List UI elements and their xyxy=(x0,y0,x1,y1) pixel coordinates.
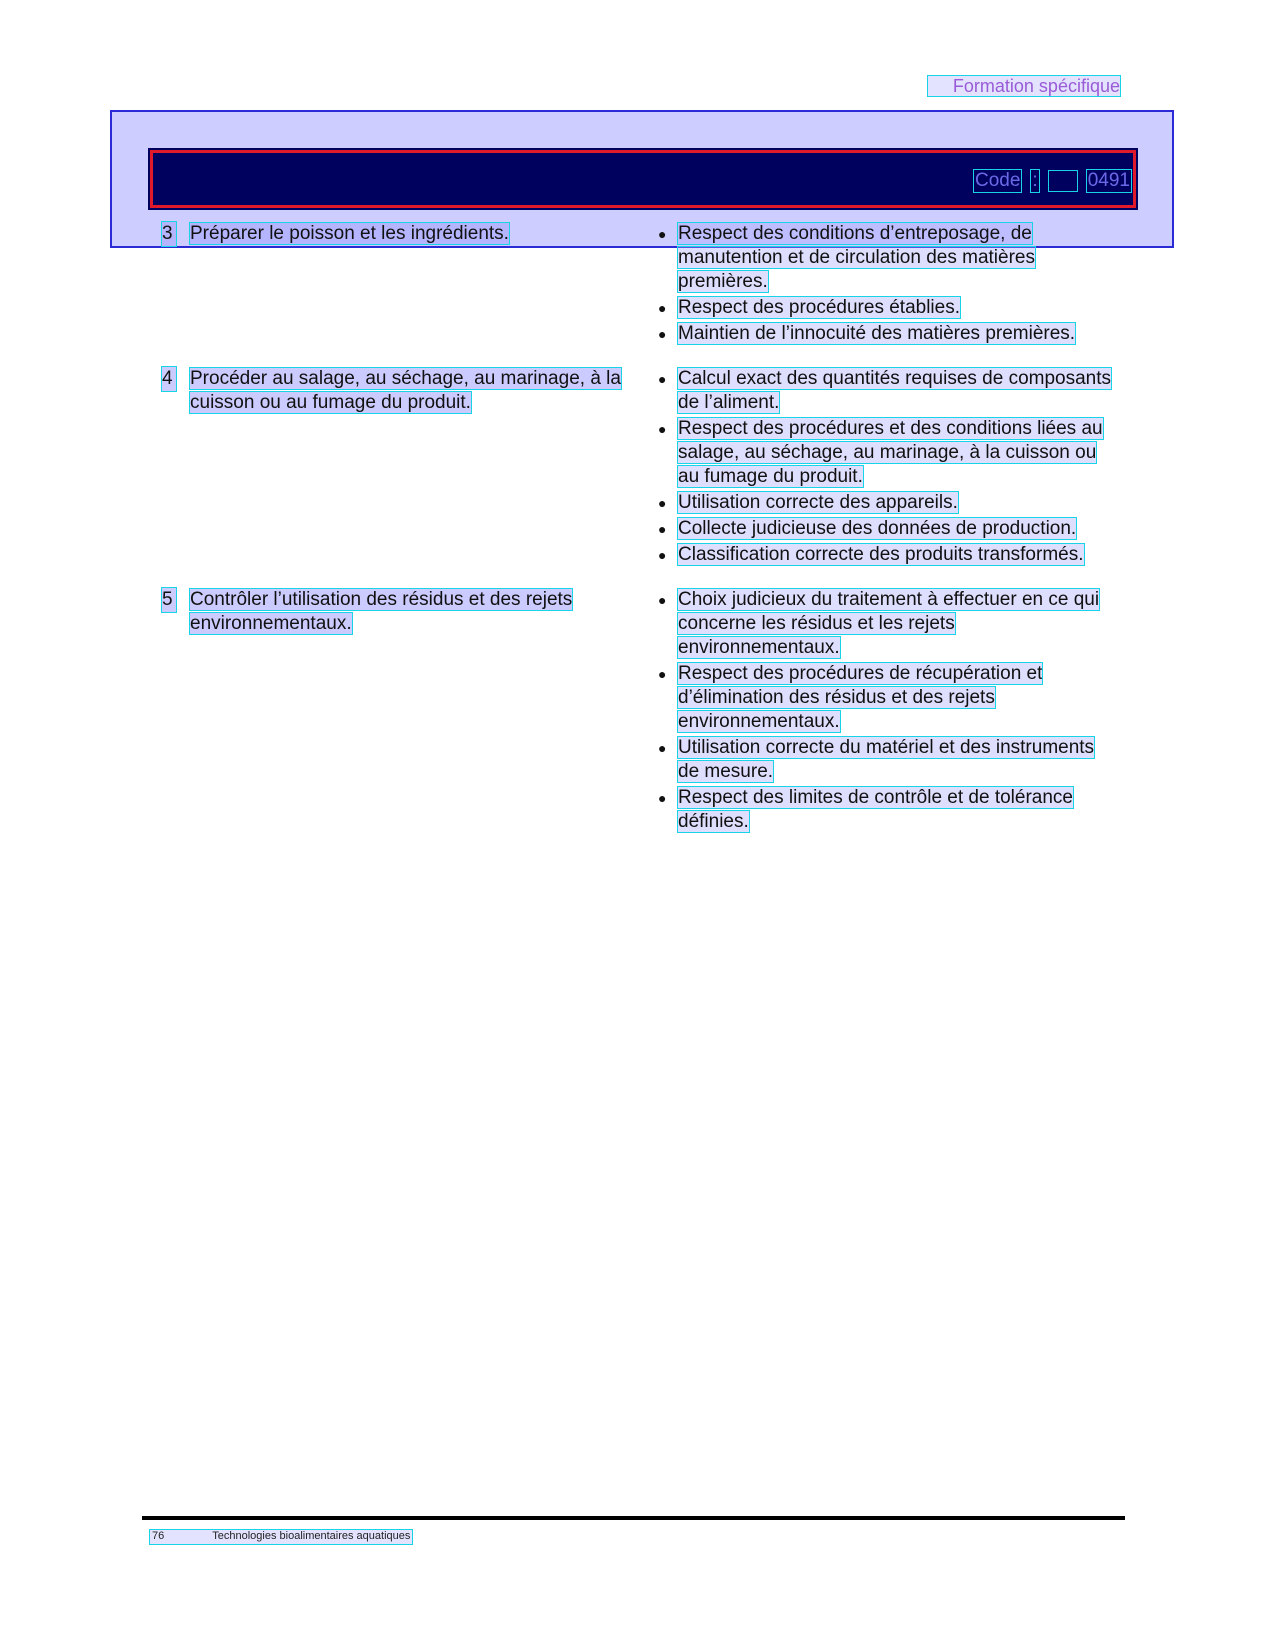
criterion-item: ● Respect des limites de contrôle et de tolérance définies. xyxy=(658,787,1073,832)
criterion-item: ● Maintien de l’innocuité des matières premières. xyxy=(658,323,1076,344)
criterion-item: ● Collecte judicieuse des données de production. xyxy=(658,518,1077,539)
bullet-icon: ● xyxy=(658,371,667,387)
task-number: 5 xyxy=(162,588,176,612)
criterion-item: ● Utilisation correcte du matériel et des instruments de mesure. xyxy=(658,737,1095,782)
bullet-icon: ● xyxy=(658,740,667,756)
code-group xyxy=(974,170,1131,192)
bullet-icon: ● xyxy=(658,326,667,342)
footer-title: Technologies bioalimentaires aquatiques xyxy=(212,1530,411,1542)
code-value: 0491 xyxy=(1087,170,1130,191)
code-label: Code xyxy=(975,170,1021,191)
task-text: Préparer le poisson et les ingrédients. xyxy=(190,223,509,244)
criteria-list xyxy=(656,222,1116,348)
bullet-icon: ● xyxy=(658,421,667,437)
criterion-item: ● Respect des procédures de récupération et d’élimination des résidus et des rejets environnementaux. xyxy=(658,663,1043,732)
criterion-item: ● Utilisation correcte des appareils. xyxy=(658,492,958,513)
task-text: Procéder au salage, au séchage, au marinage, à la cuisson ou au fumage du produit. xyxy=(190,368,621,413)
bullet-icon: ● xyxy=(658,300,667,316)
section-header-label: Formation spécifique xyxy=(928,76,1120,96)
criteria-list xyxy=(656,588,1116,836)
criterion-item: ● Calcul exact des quantités requises de composants de l’aliment. xyxy=(658,368,1112,413)
bullet-icon: ● xyxy=(658,226,667,242)
task-row xyxy=(162,588,1120,832)
bullet-icon: ● xyxy=(658,592,667,608)
bullet-icon: ● xyxy=(658,547,667,563)
task-text: Contrôler l’utilisation des résidus et des rejets environnementaux. xyxy=(190,589,573,634)
footer-divider xyxy=(142,1516,1125,1520)
task-row xyxy=(162,222,1120,344)
criterion-item: ● Respect des procédures et des conditions liées au salage, au séchage, au marinage, à la cuisson ou au fumage du produit. xyxy=(658,418,1103,487)
criterion-item: ● Respect des procédures établies. xyxy=(658,297,960,318)
page-number: 76 xyxy=(152,1530,165,1542)
bullet-icon: ● xyxy=(658,666,667,682)
bullet-icon: ● xyxy=(658,495,667,511)
bullet-icon: ● xyxy=(658,521,667,537)
code-blank xyxy=(1049,171,1077,191)
task-number: 3 xyxy=(162,222,176,246)
criterion-item: ● Respect des conditions d’entreposage, de manutention et de circulation des matières premières. xyxy=(658,223,1035,292)
task-number: 4 xyxy=(162,367,176,391)
criterion-item: ● Classification correcte des produits transformés. xyxy=(658,544,1084,565)
criteria-list xyxy=(656,367,1116,569)
criterion-item: ● Choix judicieux du traitement à effectuer en ce qui concerne les résidus et les rejets environnementaux. xyxy=(658,589,1100,658)
code-separator: : xyxy=(1032,170,1038,191)
bullet-icon: ● xyxy=(658,790,667,806)
page-footer xyxy=(150,1530,412,1544)
task-row xyxy=(162,367,1120,565)
